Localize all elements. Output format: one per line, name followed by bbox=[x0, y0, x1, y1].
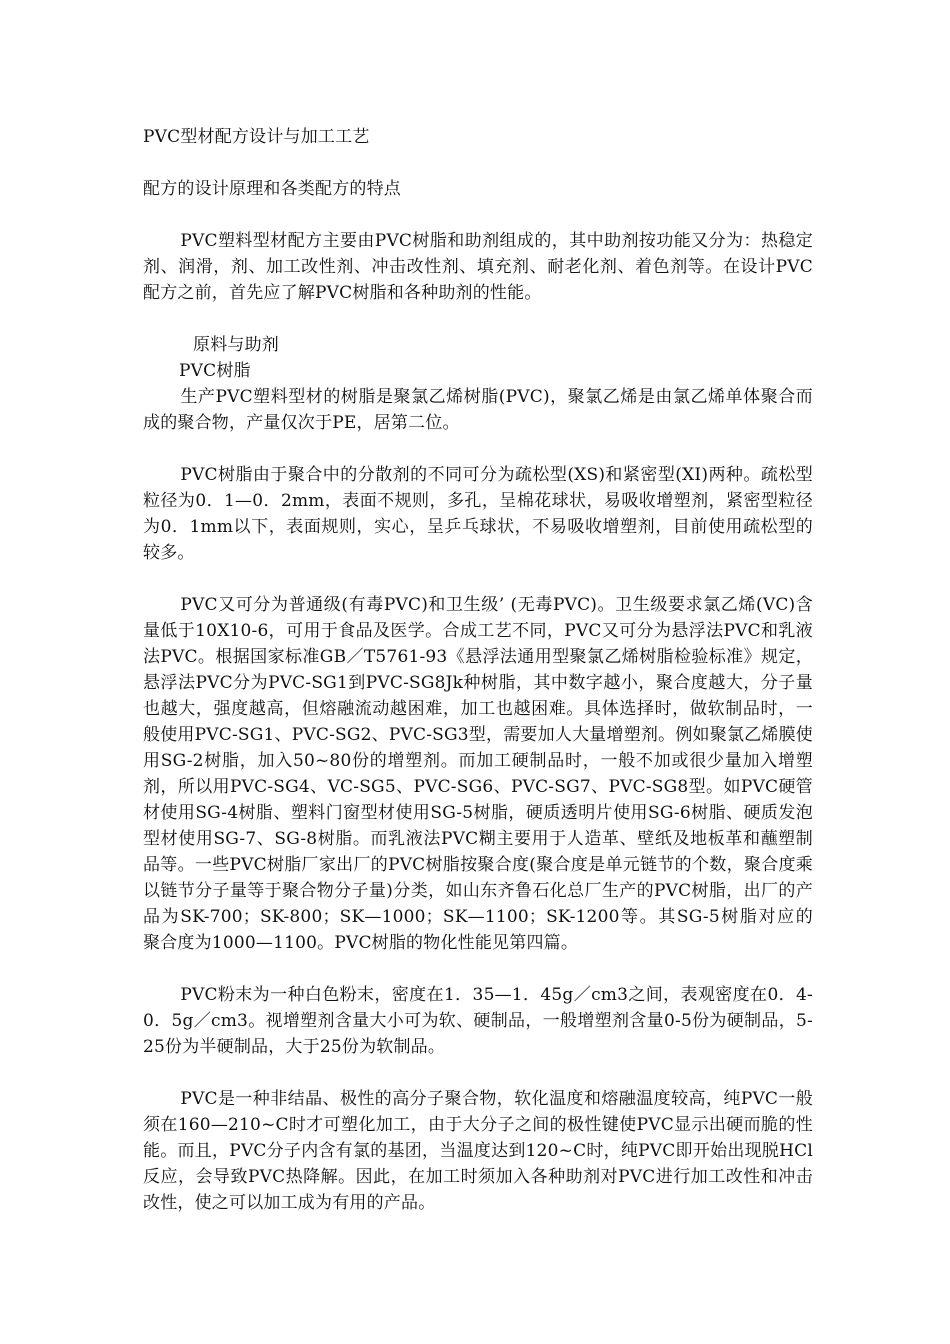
paragraph-resin-definition: 生产PVC塑料型材的树脂是聚氯乙烯树脂(PVC)，聚氯乙烯是由氯乙烯单体聚合而成的聚合物，产量仅次于PE，居第二位。 bbox=[143, 387, 813, 433]
document-body bbox=[143, 124, 813, 1216]
paragraph-resin-grades: PVC又可分为普通级(有毒PVC)和卫生级’ (无毒PVC)。卫生级要求氯乙烯(VC)含量低于10X10-6，可用于食品及医学。合成工艺不同，PVC又可分为悬浮法PVC和乳液法PVC。根据国家标准GB／T5761-93《悬浮法通用型聚氯乙烯树脂检验标准》规定，悬浮法PVC分为PVC-SG1到PVC-SG8Jk种树脂，其中数字越小，聚合度越大，分子量也越大，强度越高，但熔融流动越困难，加工也越困难。具体选择时，做软制品时，一般使用PVC-SG1、PVC-SG2、PVC-SG3型，需要加人大量增塑剂。例如聚氯乙烯膜使用SG-2树脂，加入50~80份的增塑剂。而加工硬制品时，一般不加或很少量加入增塑剂，所以用PVC-SG4、VC-SG5、PVC-SG6、PVC-SG7、PVC-SG8型。如PVC硬管材使用SG-4树脂、塑料门窗型材使用SG-5树脂，硬质透明片使用SG-6树脂、硬质发泡型材使用SG-7、SG-8树脂。而乳液法PVC糊主要用于人造革、壁纸及地板革和蘸塑制品等。一些PVC树脂厂家出厂的PVC树脂按聚合度(聚合度是单元链节的个数，聚合度乘以链节分子量等于聚合物分子量)分类，如山东齐鲁石化总厂生产的PVC树脂，出厂的产品为SK-700；SK-800；SK—1000；SK—1100；SK-1200等。其SG-5树脂对应的聚合度为1000—1100。PVC树脂的物化性能见第四篇。 bbox=[143, 595, 813, 953]
document-title: PVC型材配方设计与加工工艺 bbox=[143, 127, 370, 147]
paragraph-powder-properties: PVC粉末为一种白色粉末，密度在1．35—1．45g／cm3之间，表观密度在0．4-0．5g／cm3。视增塑剂含量大小可为软、硬制品，一般增塑剂含量0-5份为硬制品，5-25份为半硬制品，大于25份为软制品。 bbox=[143, 985, 813, 1057]
paragraph-processing: PVC是一种非结晶、极性的高分子聚合物，软化温度和熔融温度较高，纯PVC一般须在160—210~C时才可塑化加工，由于大分子之间的极性键使PVC显示出硬而脆的性能。而且，PVC分子内含有氯的基团，当温度达到120~C时，纯PVC即开始出现脱HCl反应，会导致PVC热降解。因此，在加工时须加入各种助剂对PVC进行加工改性和冲击改性，使之可以加工成为有用的产品。 bbox=[143, 1089, 813, 1213]
subsection-heading: PVC树脂 bbox=[179, 361, 251, 381]
document-subtitle: 配方的设计原理和各类配方的特点 bbox=[143, 179, 401, 199]
intro-paragraph: PVC塑料型材配方主要由PVC树脂和助剂组成的，其中助剂按功能又分为：热稳定剂、润滑，剂、加工改性剂、冲击改性剂、填充剂、耐老化剂、着色剂等。在设计PVC配方之前，首先应了解PVC树脂和各种助剂的性能。 bbox=[143, 231, 813, 303]
section-heading: 原料与助剂 bbox=[193, 335, 279, 355]
paragraph-resin-types: PVC树脂由于聚合中的分散剂的不同可分为疏松型(XS)和紧密型(XI)两种。疏松型粒径为0．1—0．2mm，表面不规则，多孔，呈棉花球状，易吸收增塑剂，紧密型粒径为0．1mm以下，表面规则，实心，呈乒乓球状，不易吸收增塑剂，目前使用疏松型的较多。 bbox=[143, 465, 813, 563]
